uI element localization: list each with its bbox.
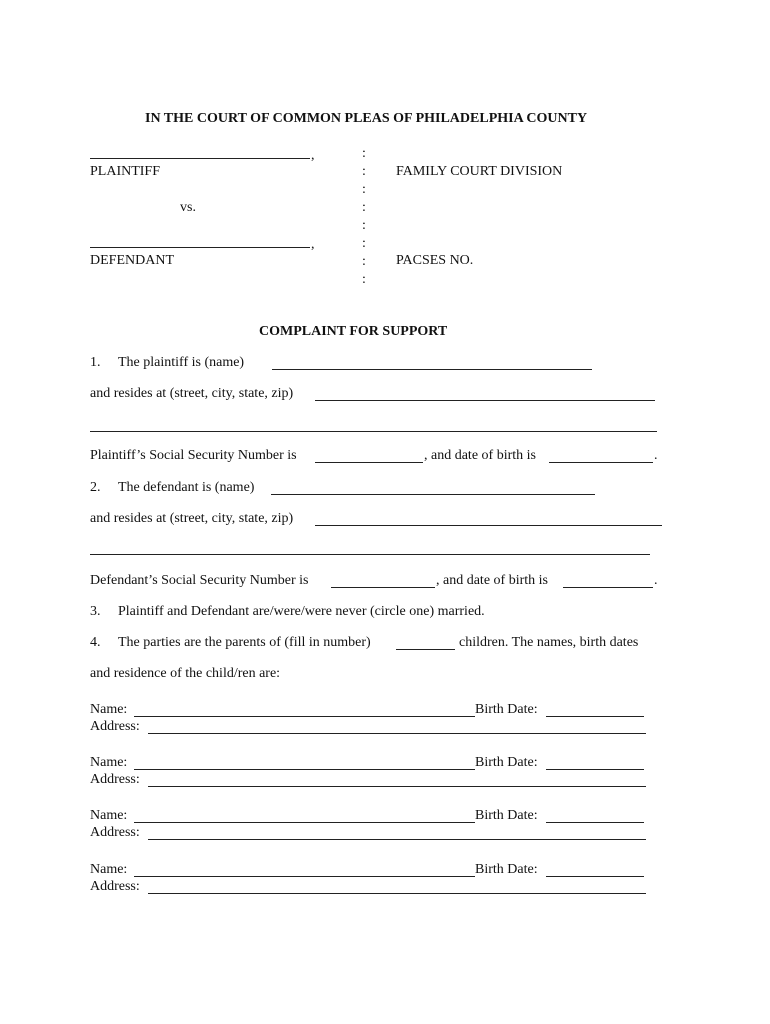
child-birth-label: Birth Date: xyxy=(475,862,538,877)
defendant-dob-field[interactable] xyxy=(563,587,653,588)
child-birth-label: Birth Date: xyxy=(475,702,538,717)
defendant-comma: , xyxy=(311,237,315,252)
caption-colon: : xyxy=(362,164,366,179)
item4-number: 4. xyxy=(90,635,101,650)
plaintiff-dob-label: , and date of birth is xyxy=(424,448,536,463)
child-address-field[interactable] xyxy=(148,839,646,840)
plaintiff-label: PLAINTIFF xyxy=(90,164,161,179)
period: . xyxy=(654,448,658,463)
child-address-field[interactable] xyxy=(148,786,646,787)
child-name-field[interactable] xyxy=(134,876,475,877)
child-address-field[interactable] xyxy=(148,893,646,894)
item3-text: Plaintiff and Defendant are/were/were never (circle one) married. xyxy=(118,604,485,619)
defendant-name-field[interactable] xyxy=(271,494,595,495)
period: . xyxy=(654,573,658,588)
item1-text: The plaintiff is (name) xyxy=(118,355,245,370)
plaintiff-dob-field[interactable] xyxy=(549,462,653,463)
defendant-address-field[interactable] xyxy=(315,525,662,526)
defendant-label: DEFENDANT xyxy=(90,253,174,268)
item2-text: The defendant is (name) xyxy=(118,480,255,495)
child-birth-label: Birth Date: xyxy=(475,755,538,770)
defendant-dob-label: , and date of birth is xyxy=(436,573,548,588)
caption-colon: : xyxy=(362,272,366,287)
plaintiff-comma: , xyxy=(311,148,315,163)
child-birth-field[interactable] xyxy=(546,716,644,717)
caption-colon: : xyxy=(362,182,366,197)
child-birth-field[interactable] xyxy=(546,876,644,877)
item4-continuation: and residence of the child/ren are: xyxy=(90,666,281,681)
child-address-field[interactable] xyxy=(148,733,646,734)
child-name-field[interactable] xyxy=(134,769,475,770)
plaintiff-resides-label: and resides at (street, city, state, zip) xyxy=(90,386,294,401)
caption-colon: : xyxy=(362,200,366,215)
complaint-title: COMPLAINT FOR SUPPORT xyxy=(259,324,448,339)
plaintiff-name-line[interactable] xyxy=(90,158,310,159)
defendant-ssn-field[interactable] xyxy=(331,587,435,588)
children-count-field[interactable] xyxy=(396,649,455,650)
division-label: FAMILY COURT DIVISION xyxy=(396,164,563,179)
child-name-label: Name: xyxy=(90,862,128,877)
child-address-label: Address: xyxy=(90,772,140,787)
caption-colon: : xyxy=(362,218,366,233)
defendant-name-line[interactable] xyxy=(90,247,310,248)
court-title: IN THE COURT OF COMMON PLEAS OF PHILADELPHIA COUNTY xyxy=(145,111,588,126)
child-address-label: Address: xyxy=(90,879,140,894)
item1-number: 1. xyxy=(90,355,101,370)
defendant-address-line2[interactable] xyxy=(90,554,650,555)
child-name-field[interactable] xyxy=(134,822,475,823)
item2-number: 2. xyxy=(90,480,101,495)
caption-colon: : xyxy=(362,146,366,161)
caption-colon: : xyxy=(362,236,366,251)
child-birth-label: Birth Date: xyxy=(475,808,538,823)
plaintiff-name-field[interactable] xyxy=(272,369,592,370)
child-name-label: Name: xyxy=(90,755,128,770)
plaintiff-address-line2[interactable] xyxy=(90,431,657,432)
child-birth-field[interactable] xyxy=(546,769,644,770)
child-name-label: Name: xyxy=(90,808,128,823)
plaintiff-address-field[interactable] xyxy=(315,400,655,401)
defendant-resides-label: and resides at (street, city, state, zip) xyxy=(90,511,294,526)
pacses-label: PACSES NO. xyxy=(396,253,474,268)
item4-text-children: children. The names, birth dates xyxy=(459,635,639,650)
item3-number: 3. xyxy=(90,604,101,619)
caption-colon: : xyxy=(362,254,366,269)
child-address-label: Address: xyxy=(90,719,140,734)
plaintiff-ssn-field[interactable] xyxy=(315,462,423,463)
child-name-label: Name: xyxy=(90,702,128,717)
defendant-ssn-label: Defendant’s Social Security Number is xyxy=(90,573,309,588)
versus-label: vs. xyxy=(180,200,196,215)
item4-text: The parties are the parents of (fill in number) xyxy=(118,635,371,650)
child-address-label: Address: xyxy=(90,825,140,840)
child-name-field[interactable] xyxy=(134,716,475,717)
plaintiff-ssn-label: Plaintiff’s Social Security Number is xyxy=(90,448,297,463)
child-birth-field[interactable] xyxy=(546,822,644,823)
